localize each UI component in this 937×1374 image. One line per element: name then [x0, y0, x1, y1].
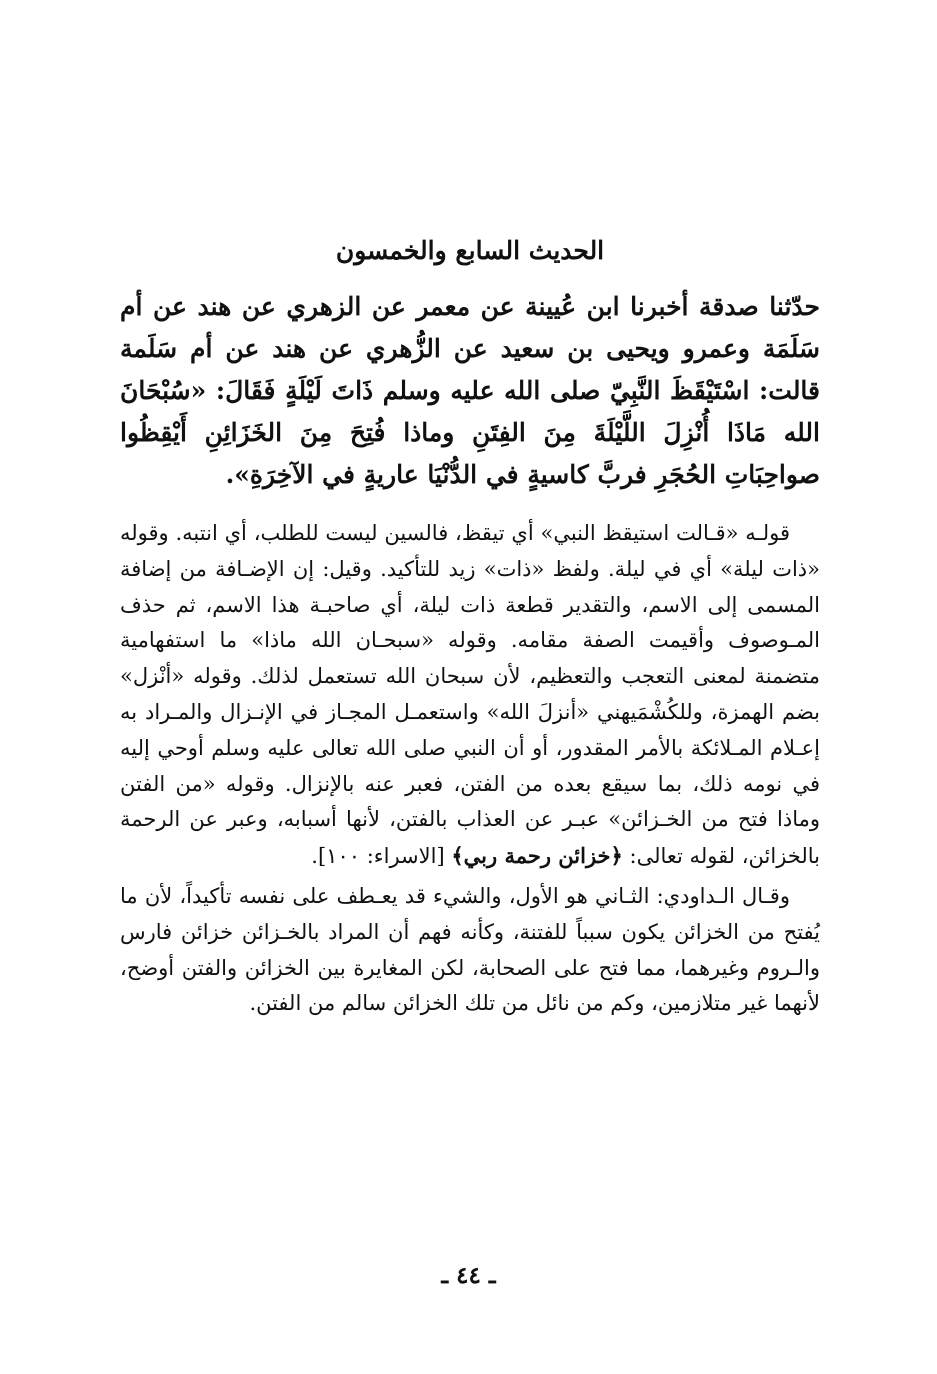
commentary-paragraph-1 — [120, 516, 820, 875]
hadith-text-block — [120, 286, 820, 496]
hadith-text: حدّثنا صدقة أخبرنا ابن عُيينة عن معمر عن الزهري عن هند عن أم سَلَمَة وعمرو ويحيى بن سعيد عن الزُّهري عن هند عن أم سَلَمة قالت: اسْتَيْقَظَ النَّبِيّ صلى الله عليه وسلم ذَاتَ لَيْلَةٍ فَقَالَ: «سُبْحَانَ الله مَاذَا أُنْزِلَ اللَّيْلَةَ مِنَ الفِتَنِ وماذا فُتِحَ مِنَ الخَزَائِنِ أَيْقِظُوا صواحِبَاتِ الحُجَرِ فربَّ كاسيةٍ في الدُّنْيَا عاريةٍ في الآخِرَةِ». — [120, 292, 820, 489]
commentary-paragraph-1-text: قولـه «قـالت استيقظ النبي» أي تيقظ، فالسين ليست للطلب، أي انتبه. وقوله «ذات ليلة» أي في ليلة. ولفظ «ذات» زيد للتأكيد. وقيل: إن الإضـافة من إضافة المسمى إلى الاسم، والتقدير قطعة ذات ليلة، أي صاحبـة هذا الاسم، ثم حذف المـوصوف وأقيمت الصفة مقامه. وقوله «سبحـان الله ماذا» ما استفهامية متضمنة لمعنى التعجب والتعظيم، لأن سبحان الله تستعمل لذلك. وقوله «أنْزل» بضم الهمزة، وللكُشْمَيهني «أنزلَ الله» واستعمـل المجـاز في الإنـزال والمـراد به إعـلام المـلائكة بالأمر المقدور، أو أن النبي صلى الله تعالى عليه وسلم أوحي إليه في نومه ذلك، بما سيقع بعده من الفتن، فعبر عنه بالإنزال. وقوله «من الفتن وماذا فتح من الخـزائن» عبـر عن العذاب بالفتن، لأنها أسبابه، وعبر عن الرحمة بالخزائن، لقوله تعالى: — [120, 521, 820, 869]
hadith-heading: الحديث السابع والخمسون — [335, 236, 605, 265]
quran-reference: ﴿خزائن رحمة ربي﴾ — [451, 843, 623, 869]
commentary-block — [120, 516, 820, 1022]
page-body — [120, 228, 820, 1026]
quran-citation: [الاسراء: ١٠٠]. — [311, 844, 445, 869]
page-number: ـ ٤٤ ـ — [441, 1262, 496, 1289]
commentary-paragraph-2: وقـال الـداودي: الثـاني هو الأول، والشيء قد يعـطف على نفسه تأكيداً، لأن ما يُفتح من الخزائن يكون سبباً للفتنة، وكأنه فهم أن المراد بالخـزائن خزائن فارس والـروم وغيرهما، مما فتح على الصحابة، لكن المغايرة بين الخزائن والفتن أوضح، لأنهما غير متلازمين، وكم من نائل من تلك الخزائن سالم من الفتن. — [120, 883, 820, 1016]
